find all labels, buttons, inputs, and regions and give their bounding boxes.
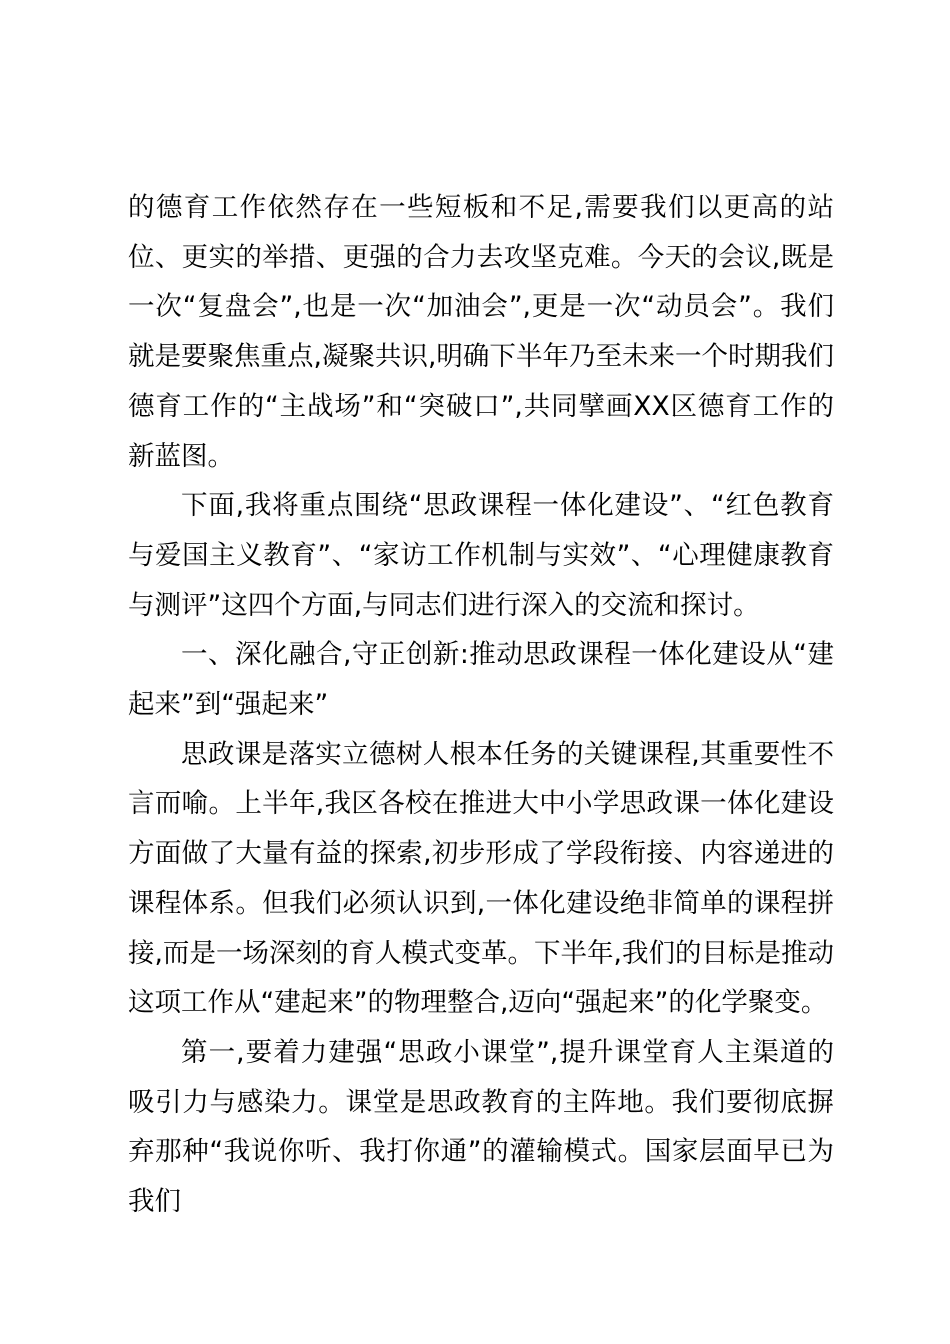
document-body xyxy=(128,183,834,1227)
paragraph-overview: 下面,我将重点围绕“思政课程一体化建设”、“红色教育与爱国主义教育”、“家访工作机制与实效”、“心理健康教育与测评”这四个方面,与同志们进行深入的交流和探讨。 xyxy=(128,490,834,621)
paragraph-continuation: 的德育工作依然存在一些短板和不足,需要我们以更高的站位、更实的举措、更强的合力去攻坚克难。今天的会议,既是一次“复盘会”,也是一次“加油会”,更是一次“动员会”。我们就是要聚焦重点,凝聚共识,明确下半年乃至未来一个时期我们德育工作的“主战场”和“突破口”,共同擘画XX区德育工作的新蓝图。 xyxy=(128,192,834,472)
paragraph-point-one: 第一,要着力建强“思政小课堂”,提升课堂育人主渠道的吸引力与感染力。课堂是思政教育的主阵地。我们要彻底摒弃那种“我说你听、我打你通”的灌输模式。国家层面早已为我们 xyxy=(128,1036,834,1218)
paragraph-ideology-course: 思政课是落实立德树人根本任务的关键课程,其重要性不言而喻。上半年,我区各校在推进大中小学思政课一体化建设方面做了大量有益的探索,初步形成了学段衔接、内容递进的课程体系。但我们必须认识到,一体化建设绝非简单的课程拼接,而是一场深刻的育人模式变革。下半年,我们的目标是推动这项工作从“建起来”的物理整合,迈向“强起来”的化学聚变。 xyxy=(128,738,834,1019)
section-heading-one: 一、深化融合,守正创新:推动思政课程一体化建设从“建起来”到“强起来” xyxy=(128,639,834,721)
